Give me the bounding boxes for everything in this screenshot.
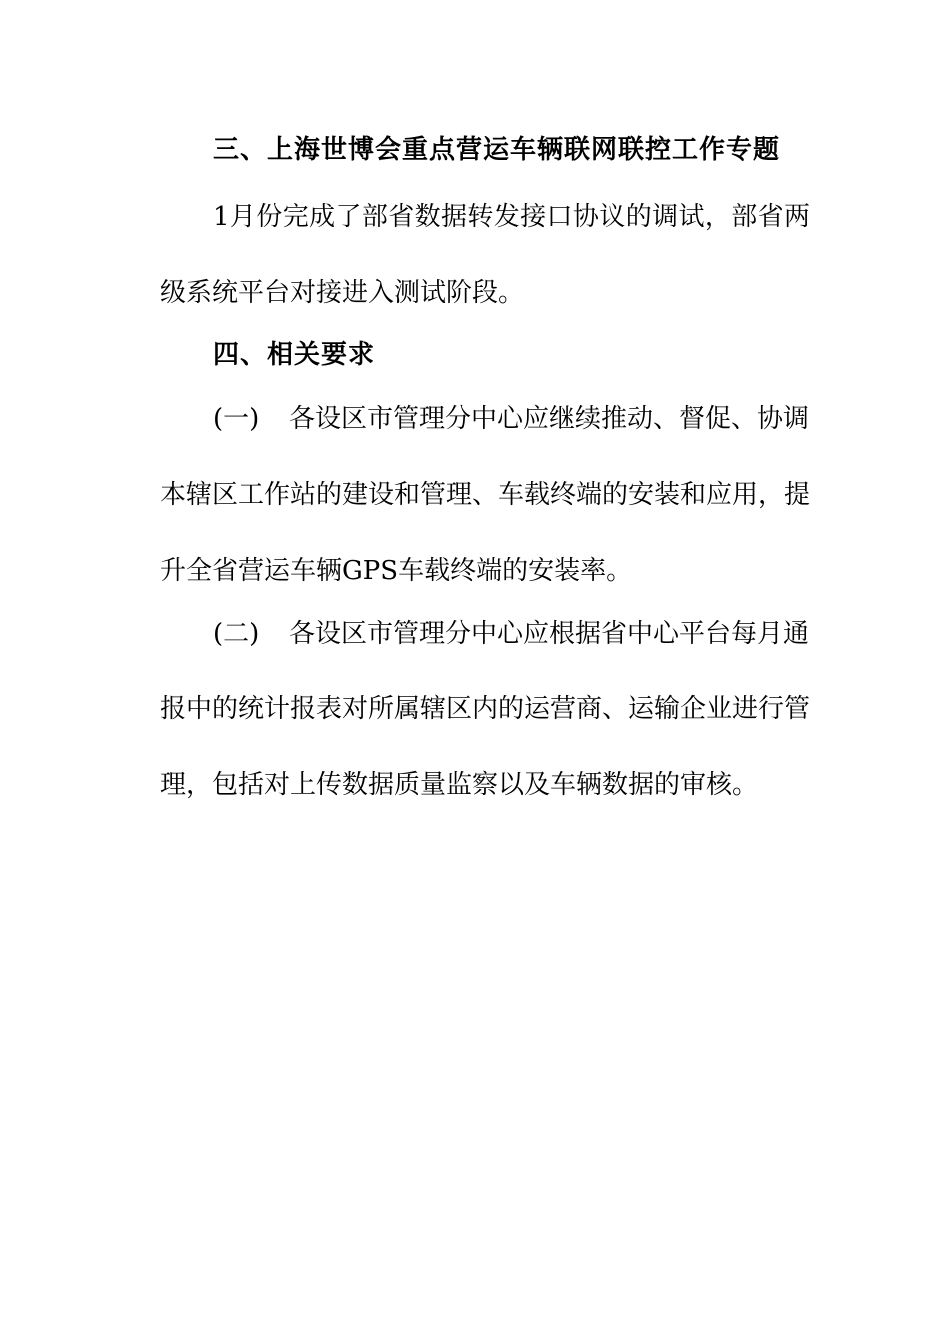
item-1-first-line xyxy=(213,402,810,436)
item-1-number: (一) xyxy=(213,404,260,434)
item-1-line-3: 升全省营运车辆GPS车载终端的安装率。 xyxy=(160,556,633,586)
item-2-line-1-text: 各设区市管理分中心应根据省中心平台每月通 xyxy=(289,619,810,649)
item-2-line-3: 理，包括对上传数据质量监察以及车辆数据的审核。 xyxy=(160,770,759,800)
section-3-heading: 三、上海世博会重点营运车辆联网联控工作专题 xyxy=(213,135,781,165)
item-2-line-2: 报中的统计报表对所属辖区内的运营商、运输企业进行管 xyxy=(160,694,810,724)
section-3-paragraph-line-2: 级系统平台对接进入测试阶段。 xyxy=(160,278,525,308)
item-1-line-2: 本辖区工作站的建设和管理、车载终端的安装和应用，提 xyxy=(160,480,810,510)
section-4-heading: 四、相关要求 xyxy=(213,340,376,370)
item-1-line-1-text: 各设区市管理分中心应继续推动、督促、协调 xyxy=(289,404,810,434)
item-2-first-line xyxy=(213,617,810,651)
section-3-paragraph-line-1: 1月份完成了部省数据转发接口协议的调试，部省两 xyxy=(213,202,810,232)
item-2-number: (二) xyxy=(213,619,260,649)
